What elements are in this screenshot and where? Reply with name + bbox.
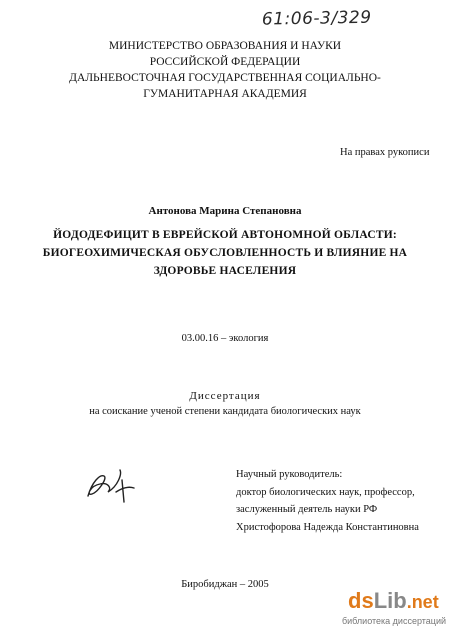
- thesis-title: [0, 226, 450, 280]
- header-line: ГУМАНИТАРНАЯ АКАДЕМИЯ: [143, 88, 307, 100]
- supervisor-line: заслуженный деятель науки РФ: [236, 504, 378, 515]
- title-line: БИОГЕОХИМИЧЕСКАЯ ОБУСЛОВЛЕННОСТЬ И ВЛИЯНИЕ НА: [42, 247, 408, 259]
- institution-header: [0, 38, 450, 102]
- rights-note: На правах рукописи: [340, 147, 430, 158]
- title-line: ЙОДОДЕФИЦИТ В ЕВРЕЙСКОЙ АВТОНОМНОЙ ОБЛАСТИ:: [53, 229, 397, 241]
- dslib-watermark[interactable]: [341, 588, 448, 634]
- document-type: Диссертация: [189, 390, 261, 402]
- watermark-subtitle: библиотека диссертаций: [341, 616, 446, 626]
- header-line: РОССИЙСКОЙ ФЕДЕРАЦИИ: [149, 56, 301, 68]
- supervisor-line: Христофорова Надежда Константиновна: [236, 521, 419, 533]
- header-line: МИНИСТЕРСТВО ОБРАЗОВАНИЯ И НАУКИ: [108, 40, 342, 52]
- supervisor-line: Научный руководитель:: [236, 469, 343, 480]
- degree-line: на соискание ученой степени кандидата биологических наук: [89, 406, 361, 417]
- author-name: Антонова Марина Степановна: [148, 205, 302, 217]
- handwritten-catalog-number: 61:06-3/329: [261, 7, 372, 30]
- supervisor-line: доктор биологических наук, профессор,: [236, 486, 415, 498]
- handwritten-signature: [78, 462, 140, 508]
- title-line: ЗДОРОВЬЕ НАСЕЛЕНИЯ: [153, 265, 297, 277]
- city-year: Биробиджан – 2005: [181, 579, 269, 590]
- specialty-code: 03.00.16 – экология: [181, 333, 269, 344]
- dslib-logo: dsLib.net: [348, 588, 439, 613]
- header-line: ДАЛЬНЕВОСТОЧНАЯ ГОСУДАРСТВЕННАЯ СОЦИАЛЬНО-: [69, 72, 381, 84]
- supervisor-block: [236, 466, 419, 536]
